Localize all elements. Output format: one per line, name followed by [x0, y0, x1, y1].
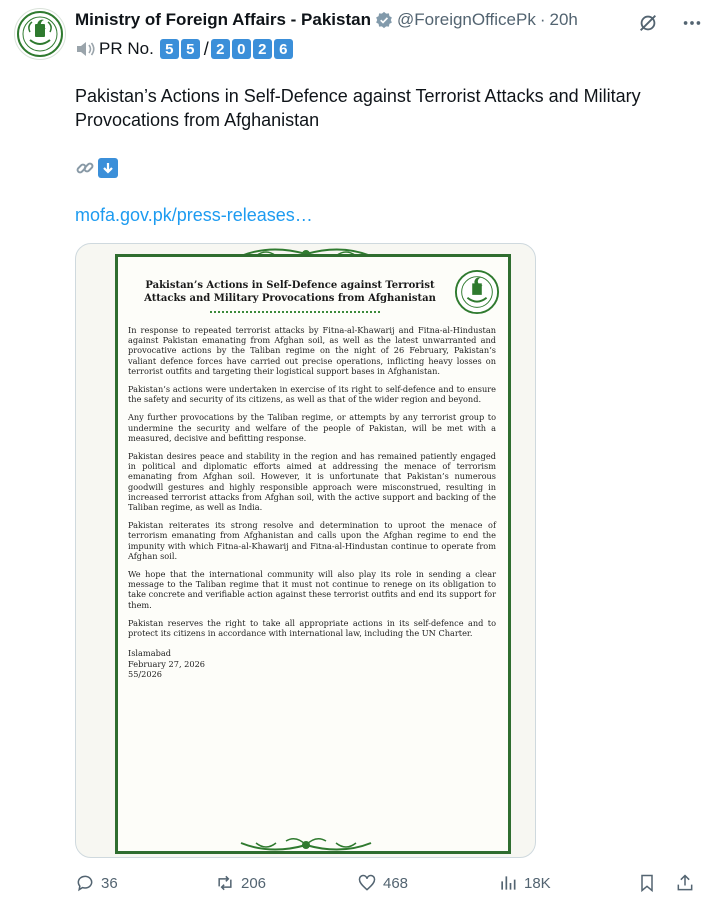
pr-slash: /	[203, 38, 209, 59]
seal-icon	[454, 269, 500, 315]
reply-button[interactable]	[75, 873, 118, 893]
like-button[interactable]	[357, 873, 408, 893]
separator: ·	[539, 10, 546, 29]
pr-digit: 0	[232, 39, 251, 59]
reply-icon	[75, 873, 95, 893]
more-icon[interactable]	[679, 10, 705, 36]
emoji-line	[75, 158, 118, 178]
document-place: Islamabad	[128, 648, 171, 659]
author-handle[interactable]: @ForeignOfficePk	[396, 10, 536, 29]
document-paragraph: Pakistan desires peace and stability in the region and has remained patiently engaged in political and diplomatic efforts aimed at addressing the menace of terrorism emanating from Afghan soil. However, it is unfortunate that Pakistan’s numerous goodwill gestures and highly responsible approach were misconstrued, resulting in increased terrorist attacks from Afghan soil, with the active support and backing of the Taliban regime, as well as India.	[128, 451, 496, 513]
tweet-header	[75, 10, 647, 30]
tweet-text: Pakistan’s Actions in Self-Defence against Terrorist Attacks and Military Provocations from Afghanistan	[75, 86, 641, 130]
repost-icon	[215, 873, 235, 893]
share-button[interactable]	[675, 873, 695, 893]
press-release-link[interactable]: mofa.gov.pk/press-releases…	[75, 205, 313, 225]
timestamp[interactable]: 20h	[549, 10, 578, 29]
views-icon	[498, 873, 518, 893]
views-count: 18K	[524, 874, 551, 892]
pr-digit: 6	[274, 39, 293, 59]
attached-image[interactable]	[75, 243, 536, 858]
author-name[interactable]: Ministry of Foreign Affairs - Pakistan	[75, 10, 371, 29]
avatar[interactable]	[14, 8, 66, 60]
reply-count: 36	[101, 874, 118, 892]
press-release-document	[115, 254, 511, 854]
document-body	[128, 325, 496, 680]
document-title-line: Attacks and Military Provocations from Afghanistan	[144, 293, 436, 304]
bookmark-icon	[637, 873, 657, 893]
grok-icon[interactable]	[635, 10, 661, 36]
document-paragraph: In response to repeated terrorist attacks by Fitna-al-Khawarij and Fitna-al-Hindustan against Pakistan emanating from Afghan soil, as well as the latest unwarranted and provocative actions by the Taliban regime on the night of 26 February, Pakistan’s valiant defence forces have carried out precise operations, inflicting heavy losses on terrorist outfits and targeting their logistical support bases in Afghanistan.	[128, 325, 496, 376]
document-date: February 27, 2026	[128, 658, 205, 669]
verified-badge-icon	[375, 11, 393, 29]
emblem-icon	[16, 10, 64, 58]
document-paragraph: Pakistan’s actions were undertaken in exercise of its right to self-defence and to ensure the safety and security of its citizens, as well as that of the wider region and beyond.	[128, 384, 496, 405]
pr-digit: 2	[253, 39, 272, 59]
pr-digit: 5	[181, 39, 200, 59]
link-icon	[75, 158, 95, 178]
views-button[interactable]	[498, 873, 551, 893]
top-actions	[635, 10, 705, 36]
title-divider	[210, 311, 380, 313]
document-paragraph: Pakistan reserves the right to take all appropriate actions in its self-defence and to protect its citizens in accordance with international law, including the UN Charter.	[128, 617, 496, 639]
repost-button[interactable]	[215, 873, 266, 893]
bookmark-button[interactable]	[637, 873, 657, 893]
document-title	[140, 279, 440, 305]
like-count: 468	[383, 874, 409, 892]
heart-icon	[357, 873, 377, 893]
pr-number-line	[75, 37, 295, 61]
ornament-bottom-icon	[236, 835, 376, 855]
pr-digit: 2	[211, 39, 230, 59]
document-number: 55/2026	[128, 669, 163, 680]
document-title-line: Pakistan’s Actions in Self-Defence against Terrorist	[145, 280, 435, 291]
speaker-icon	[75, 39, 97, 59]
signature-block	[128, 648, 496, 680]
down-arrow-icon	[98, 158, 118, 178]
pr-prefix: PR No.	[99, 39, 154, 58]
pr-digit: 5	[160, 39, 179, 59]
repost-count: 206	[241, 874, 267, 892]
action-bar	[75, 873, 705, 897]
document-paragraph: Any further provocations by the Taliban regime, or attempts by any terrorist group to undermine the security and welfare of the people of Pakistan, will be met with a measured, decisive and befitting response.	[128, 412, 496, 443]
share-icon	[675, 873, 695, 893]
document-paragraph: Pakistan reiterates its strong resolve and determination to uproot the menace of terrorism emanating from Afghanistan and calls upon the Afghan regime to end the impunity with which Fitna-al-Khawarij and Fitna-al-Hindustan continue to operate from Afghan soil.	[128, 520, 496, 561]
document-paragraph: We hope that the international community will also play its role in sending a clear message to the Taliban regime that it must not continue to renege on its obligation to take concrete and verifiable action against these terrorist outfits and end its support for them.	[128, 569, 496, 610]
